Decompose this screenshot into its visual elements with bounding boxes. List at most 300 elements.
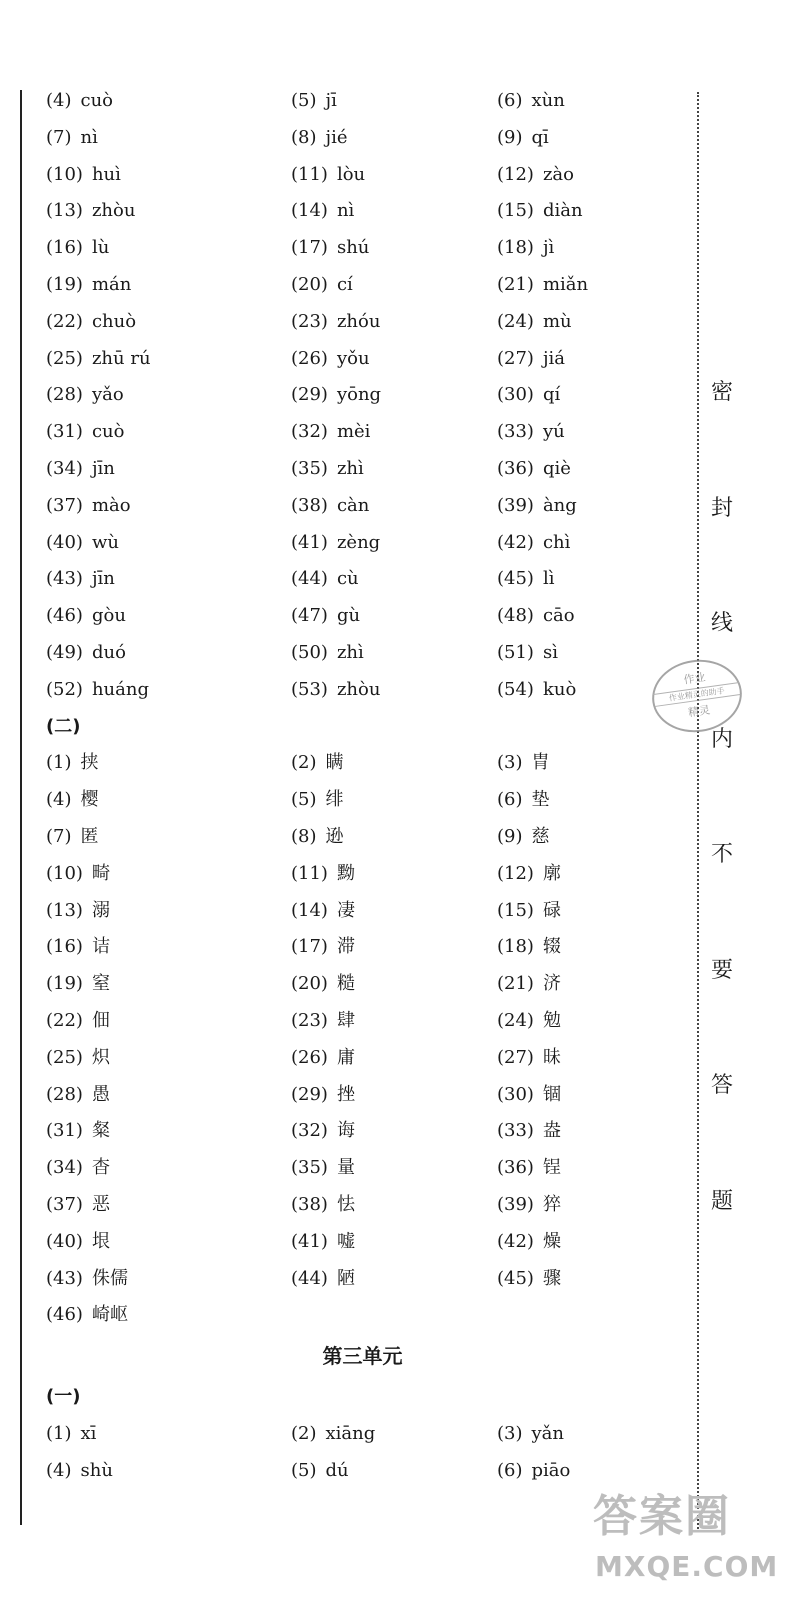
item-answer: 诘 (91, 936, 110, 958)
item-number: (32) (291, 1120, 328, 1142)
item-answer: shù (80, 1459, 113, 1481)
item-answer: duó (91, 642, 126, 663)
answer-row (0, 270, 690, 300)
item-number: (22) (46, 1010, 83, 1031)
item-number: (33) (497, 421, 534, 443)
watermark-url: MXQE.COM (595, 1550, 779, 1583)
item-number: (1) (46, 1422, 72, 1444)
item-answer: 糙 (336, 973, 355, 995)
item-answer: 廓 (542, 862, 561, 884)
item-number: (35) (291, 1157, 328, 1179)
item-answer: miǎn (542, 274, 589, 295)
item-number: (4) (46, 789, 72, 811)
answer-item (291, 1264, 355, 1294)
item-number: (16) (46, 237, 83, 259)
seal-dotted-line (697, 92, 699, 1532)
section-heading: (二) (46, 715, 81, 737)
item-number: (6) (497, 90, 523, 111)
item-number: (41) (291, 531, 328, 553)
seal-char: 要 (710, 957, 733, 983)
seal-char: 线 (710, 611, 733, 636)
answer-item (497, 748, 550, 778)
item-answer: huáng (91, 678, 149, 700)
answer-item (497, 1153, 561, 1183)
item-answer: àng (542, 494, 577, 516)
answer-item (497, 1419, 564, 1449)
item-number: (31) (46, 1120, 83, 1142)
item-answer: 溺 (91, 899, 110, 921)
item-number: (5) (291, 90, 317, 111)
answer-item (291, 932, 355, 962)
item-number: (4) (46, 1459, 72, 1481)
answer-item (291, 896, 355, 926)
answer-item (497, 564, 554, 594)
answer-row (0, 564, 690, 594)
item-answer: xī (80, 1422, 97, 1444)
answer-item (291, 822, 344, 852)
item-number: (8) (291, 826, 317, 847)
item-answer: 垠 (91, 1230, 110, 1252)
item-number: (26) (291, 347, 328, 369)
answer-item (497, 785, 550, 815)
item-number: (6) (497, 1459, 523, 1481)
item-answer: shú (336, 237, 370, 259)
item-answer: gòu (91, 605, 126, 627)
seal-char: 答 (710, 1073, 733, 1098)
answer-item (46, 380, 124, 410)
answer-item (497, 1190, 561, 1220)
answer-item (497, 417, 565, 447)
item-answer: 诲 (336, 1120, 355, 1142)
answer-item (291, 86, 337, 116)
answer-item (291, 1116, 355, 1146)
item-number: (17) (291, 936, 328, 958)
item-number: (25) (46, 347, 83, 369)
item-answer: 杳 (91, 1157, 110, 1179)
answer-item (46, 564, 115, 594)
item-number: (47) (291, 605, 328, 627)
item-number: (44) (291, 1267, 328, 1289)
item-number: (10) (46, 163, 83, 185)
item-number: (48) (497, 605, 534, 627)
item-answer: 燥 (542, 1230, 561, 1252)
item-answer: 炽 (91, 1046, 110, 1068)
answer-item (46, 196, 135, 226)
item-answer: 昧 (542, 1046, 561, 1068)
answer-row (0, 491, 690, 521)
answer-item (291, 1456, 349, 1486)
item-number: (19) (46, 274, 83, 295)
watermark (585, 1470, 785, 1595)
answer-row (0, 454, 690, 484)
item-number: (3) (497, 752, 523, 774)
answer-item (497, 1456, 570, 1486)
item-number: (41) (291, 1230, 328, 1252)
item-number: (24) (497, 310, 534, 332)
item-answer: mán (91, 274, 132, 295)
answer-item (291, 160, 365, 190)
item-number: (34) (46, 1157, 83, 1179)
answer-item (46, 1300, 128, 1330)
answer-row (0, 1419, 690, 1449)
item-number: (13) (46, 200, 83, 222)
answer-item (291, 270, 353, 300)
item-number: (15) (497, 899, 534, 921)
answer-row (0, 601, 690, 631)
item-number: (40) (46, 531, 83, 553)
answer-item (46, 896, 110, 926)
answer-item (291, 1190, 355, 1220)
answer-item (46, 1264, 128, 1294)
answer-item (497, 675, 576, 705)
answer-item (46, 932, 110, 962)
item-number: (34) (46, 458, 83, 479)
answer-item (497, 1080, 561, 1110)
answer-item (291, 1227, 355, 1257)
item-number: (20) (291, 274, 328, 295)
answer-item (497, 932, 561, 962)
answer-item (46, 675, 149, 705)
item-number: (26) (291, 1046, 328, 1068)
item-number: (37) (46, 1194, 83, 1215)
answer-item (497, 528, 570, 558)
answer-item (497, 454, 571, 484)
answer-row (0, 822, 690, 852)
item-number: (43) (46, 568, 83, 590)
answer-item (291, 1043, 355, 1073)
item-number: (7) (46, 826, 72, 847)
answer-item (46, 1080, 110, 1110)
item-number: (11) (291, 163, 328, 185)
item-number: (24) (497, 1010, 534, 1031)
item-answer: zèng (336, 531, 381, 553)
item-number: (2) (291, 1422, 317, 1444)
item-answer: 嘘 (336, 1230, 355, 1252)
answer-row (0, 1116, 690, 1146)
item-answer: 滞 (336, 936, 355, 958)
item-answer: 胄 (531, 752, 550, 774)
unit-title: 第三单元 (322, 1344, 403, 1369)
item-number: (36) (497, 458, 534, 479)
item-number: (46) (46, 1304, 83, 1326)
item-number: (8) (291, 126, 317, 148)
answer-item (497, 380, 560, 410)
item-answer: sì (542, 642, 558, 663)
item-answer: 瞒 (325, 752, 344, 774)
item-answer: 陋 (336, 1267, 355, 1289)
item-answer: 愚 (91, 1083, 110, 1105)
answer-item (497, 638, 558, 668)
answer-row (0, 932, 690, 962)
item-number: (35) (291, 458, 328, 479)
seal-char: 不 (710, 842, 733, 867)
answer-row (0, 528, 690, 558)
item-answer: qí (542, 384, 561, 406)
item-answer: qiè (542, 458, 571, 479)
item-number: (44) (291, 568, 328, 590)
item-number: (42) (497, 531, 534, 553)
item-number: (3) (497, 1422, 523, 1444)
item-answer: dú (325, 1459, 349, 1481)
item-number: (45) (497, 1267, 534, 1289)
answer-item (46, 785, 99, 815)
item-number: (52) (46, 678, 83, 700)
answer-row (0, 969, 690, 999)
answer-row (0, 638, 690, 668)
item-number: (38) (291, 494, 328, 516)
stamp-line-1: 作业 (682, 670, 707, 687)
item-number: (37) (46, 494, 83, 516)
item-answer: 恶 (91, 1194, 110, 1215)
answer-item (46, 123, 98, 153)
item-number: (9) (497, 126, 523, 148)
item-number: (4) (46, 90, 72, 111)
item-answer: 粲 (91, 1120, 110, 1142)
item-answer: mào (91, 494, 131, 516)
answer-row (0, 233, 690, 263)
item-answer: nì (336, 200, 355, 222)
item-answer: yǒu (336, 347, 370, 369)
answer-item (291, 344, 370, 374)
item-number: (22) (46, 310, 83, 332)
item-number: (21) (497, 973, 534, 995)
item-number: (11) (291, 862, 328, 884)
answer-item (46, 859, 110, 889)
answer-item (291, 1006, 355, 1036)
item-answer: zhòu (91, 200, 136, 222)
item-number: (5) (291, 1459, 317, 1481)
answer-item (46, 417, 124, 447)
item-answer: 崎岖 (91, 1304, 128, 1326)
answer-item (291, 675, 380, 705)
item-number: (12) (497, 163, 534, 185)
item-answer: 辍 (542, 936, 561, 958)
answer-item (497, 859, 561, 889)
item-answer: chuò (91, 310, 137, 332)
item-number: (18) (497, 237, 534, 259)
answer-item (291, 564, 359, 594)
item-number: (16) (46, 936, 83, 958)
item-number: (49) (46, 642, 83, 663)
answer-item (497, 270, 588, 300)
item-answer: 挫 (336, 1083, 355, 1105)
answer-row (0, 1190, 690, 1220)
item-answer: 慈 (531, 826, 550, 847)
item-answer: yǎo (91, 384, 124, 406)
item-answer: 济 (542, 973, 561, 995)
item-answer: jiá (542, 347, 566, 369)
item-answer: wù (91, 531, 119, 553)
item-number: (39) (497, 1194, 534, 1215)
item-number: (32) (291, 421, 328, 443)
answer-item (497, 1264, 561, 1294)
answer-item (46, 822, 99, 852)
item-number: (33) (497, 1120, 534, 1142)
item-number: (18) (497, 936, 534, 958)
item-number: (14) (291, 200, 328, 222)
item-number: (1) (46, 752, 72, 774)
answer-row (0, 380, 690, 410)
item-number: (31) (46, 421, 83, 443)
answer-item (46, 528, 119, 558)
item-answer: qī (531, 126, 549, 148)
item-answer: jīn (91, 458, 115, 479)
answer-row (0, 86, 690, 116)
item-answer: gù (336, 605, 361, 627)
item-answer: 量 (336, 1157, 355, 1179)
item-number: (6) (497, 789, 523, 811)
answer-item (46, 1116, 110, 1146)
item-number: (43) (46, 1267, 83, 1289)
item-number: (27) (497, 347, 534, 369)
item-answer: 侏儒 (91, 1267, 128, 1289)
item-number: (2) (291, 752, 317, 774)
item-number: (25) (46, 1046, 83, 1068)
item-answer: 垫 (531, 789, 550, 811)
answer-item (291, 380, 381, 410)
answer-item (291, 1080, 355, 1110)
answer-row (0, 196, 690, 226)
item-answer: yú (542, 421, 565, 443)
item-answer: 骤 (542, 1267, 561, 1289)
item-number: (28) (46, 384, 83, 406)
item-answer: 匿 (80, 826, 99, 847)
answer-item (291, 491, 369, 521)
item-answer: yōng (336, 384, 382, 406)
answer-row (0, 1043, 690, 1073)
item-answer: yǎn (531, 1422, 564, 1444)
answer-row (0, 1264, 690, 1294)
item-answer: lù (91, 237, 110, 259)
answer-item (497, 1227, 561, 1257)
item-number: (29) (291, 1083, 328, 1105)
answer-item (497, 160, 574, 190)
item-answer: cí (336, 274, 353, 295)
item-number: (54) (497, 678, 534, 700)
item-answer: 佃 (91, 1010, 110, 1031)
answer-row (0, 160, 690, 190)
item-number: (27) (497, 1046, 534, 1068)
item-number: (51) (497, 642, 534, 663)
answer-item (46, 160, 121, 190)
answer-item (291, 1419, 375, 1449)
item-answer: zhóu (336, 310, 381, 332)
item-number: (10) (46, 862, 83, 884)
item-answer: 猝 (542, 1194, 561, 1215)
answer-item (46, 638, 126, 668)
answer-item (497, 307, 572, 337)
item-number: (29) (291, 384, 328, 406)
answer-item (497, 1116, 561, 1146)
item-number: (21) (497, 274, 534, 295)
answer-item (291, 785, 344, 815)
seal-char: 密 (710, 380, 733, 405)
item-answer: lòu (336, 163, 366, 185)
answer-item (291, 601, 360, 631)
item-number: (39) (497, 494, 534, 516)
item-number: (40) (46, 1230, 83, 1252)
answer-item (291, 1153, 355, 1183)
answer-item (46, 1227, 110, 1257)
item-answer: piāo (531, 1459, 571, 1481)
item-number: (38) (291, 1194, 328, 1215)
answer-item (497, 1006, 561, 1036)
item-answer: 挟 (80, 752, 99, 774)
answer-row (0, 1153, 690, 1183)
item-answer: 窒 (91, 973, 110, 995)
item-number: (17) (291, 237, 328, 259)
answer-item (291, 969, 355, 999)
item-answer: zhū rú (91, 347, 151, 369)
answer-item (46, 1043, 110, 1073)
answer-item (497, 896, 561, 926)
item-answer: kuò (542, 678, 577, 700)
answer-row (0, 859, 690, 889)
answer-item (46, 233, 109, 263)
item-number: (19) (46, 973, 83, 995)
answer-item (497, 233, 554, 263)
answer-row (0, 344, 690, 374)
item-number: (23) (291, 310, 328, 332)
item-number: (15) (497, 200, 534, 222)
seal-char: 题 (710, 1188, 733, 1214)
item-number: (53) (291, 678, 328, 700)
answer-item (291, 417, 370, 447)
item-answer: xiāng (325, 1422, 376, 1444)
answer-item (497, 822, 550, 852)
item-answer: mèi (336, 421, 371, 443)
item-answer: 庸 (336, 1046, 355, 1068)
answer-item (497, 969, 561, 999)
item-number: (14) (291, 899, 328, 921)
answer-item (46, 491, 131, 521)
answer-item (291, 233, 369, 263)
answer-item (291, 307, 380, 337)
answer-row (0, 1006, 690, 1036)
answer-item (291, 454, 364, 484)
answer-item (46, 601, 126, 631)
answer-item (46, 1153, 110, 1183)
answer-row (0, 896, 690, 926)
answer-row (0, 307, 690, 337)
item-answer: cuò (80, 90, 114, 111)
item-number: (9) (497, 826, 523, 847)
answer-item (46, 1456, 113, 1486)
answer-row (0, 785, 690, 815)
answer-item (497, 601, 575, 631)
answer-item (497, 86, 565, 116)
answer-item (46, 454, 115, 484)
answer-item (291, 859, 355, 889)
item-answer: cāo (542, 605, 575, 627)
item-answer: 锃 (542, 1157, 561, 1179)
item-answer: jī (325, 90, 337, 111)
item-number: (30) (497, 384, 534, 406)
item-answer: 畸 (91, 862, 110, 884)
item-number: (36) (497, 1157, 534, 1179)
answer-item (291, 528, 380, 558)
item-number: (28) (46, 1083, 83, 1105)
answer-item (291, 123, 348, 153)
item-number: (45) (497, 568, 534, 590)
item-answer: 锢 (542, 1083, 561, 1105)
watermark-logo-text: 答案圈 (593, 1491, 731, 1542)
stamp-line-3: 精灵 (687, 703, 711, 720)
item-answer: huì (91, 163, 121, 185)
item-number: (42) (497, 1230, 534, 1252)
answer-row (0, 1300, 690, 1330)
item-answer: mù (542, 310, 572, 332)
